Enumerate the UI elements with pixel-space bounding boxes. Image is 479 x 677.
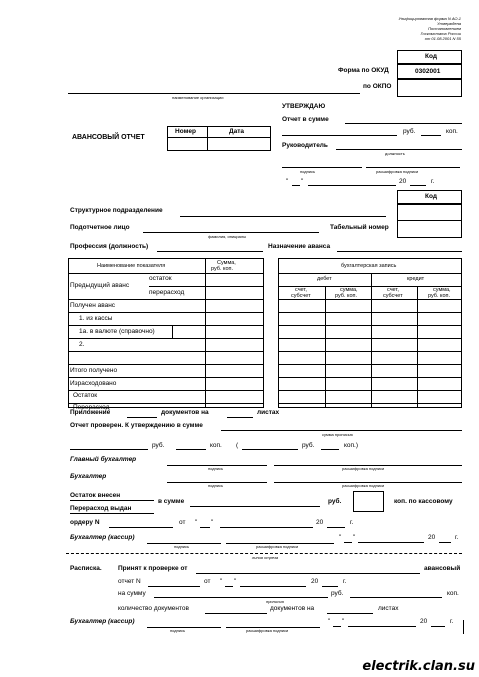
receipt-decode-caption: расшифровка подписи [246, 628, 289, 633]
order-quote-close: " [211, 519, 214, 526]
rt-h-rubkop1: руб. коп. [335, 293, 358, 299]
report-month-line[interactable] [240, 586, 306, 587]
person-line[interactable] [143, 232, 319, 233]
report-from: от [204, 578, 211, 585]
date-day-line[interactable] [292, 185, 300, 186]
rt-h-debit: дебет [317, 276, 332, 282]
org-line[interactable] [68, 93, 360, 94]
cashier-day-line[interactable] [344, 542, 352, 543]
cut-line [66, 553, 462, 554]
rt-h-sum2: сумма, [433, 287, 451, 293]
okud-value: 0302001 [415, 68, 441, 75]
okud-cell [397, 64, 462, 79]
appendix-sheets: листах [257, 409, 280, 416]
org-caption: наименование организации [172, 95, 224, 100]
docs-count-label: количество документов [118, 605, 189, 612]
lt-h-sum: Сумма, [217, 260, 236, 266]
lt-prev: Предыдущий аванс [70, 282, 130, 289]
cashier-decode-caption: расшифровка подписи [256, 544, 299, 549]
order-no-line[interactable] [109, 527, 173, 528]
on-sum-line[interactable] [154, 597, 328, 598]
rt-h-acc1: счет, [295, 287, 307, 293]
report-quote-close: " [234, 578, 237, 585]
lt-h-sum2: руб. коп. [211, 266, 234, 272]
date-header: Дата [229, 128, 245, 135]
paren-close: коп.) [344, 442, 359, 449]
site-watermark: electrik.clan.su [362, 659, 475, 674]
receipt-year-prefix: 20 [420, 618, 428, 625]
cut-caption: линия отреза [252, 555, 279, 560]
cashier-sign-caption: подпись [174, 544, 190, 549]
on-sum-kop-line[interactable] [350, 597, 442, 598]
order-year-prefix: 20 [316, 519, 324, 526]
checked-kop-line[interactable] [176, 449, 206, 450]
approve-kop-line[interactable] [421, 135, 441, 136]
head-sign-line[interactable] [282, 167, 362, 168]
form-header-line3: Постановлением [428, 26, 461, 31]
over-paid-underline [70, 513, 154, 514]
checked-kop: коп. [210, 442, 222, 449]
approve-sum-line[interactable] [345, 123, 462, 124]
chief-decode-caption: расшифровка подписи [342, 466, 385, 471]
cashier-quote-close: " [353, 534, 356, 541]
right-table [278, 258, 462, 408]
accepted-from-line[interactable] [196, 573, 420, 574]
order-from: от [179, 519, 186, 526]
lt-r1: 1. из кассы [79, 315, 113, 322]
approve-heading: УТВЕРЖДАЮ [282, 103, 326, 110]
unit-line[interactable] [180, 216, 386, 217]
on-sum-label: на сумму [118, 590, 146, 597]
lt-over: Перерасход [73, 404, 110, 411]
over-paid-label: Перерасход выдан [70, 505, 132, 512]
date-quote-close: " [301, 178, 304, 185]
date-year-line[interactable] [410, 185, 426, 186]
on-sum-rub: руб. [331, 590, 344, 597]
approve-rub: руб. [403, 128, 416, 135]
form-header-line4: Госкомстата России [420, 31, 461, 36]
cashier-year-suffix: г. [455, 534, 459, 541]
paren-rub-line[interactable] [242, 449, 298, 450]
docs-count-line[interactable] [205, 613, 267, 614]
docs-sheets-line[interactable] [327, 613, 373, 614]
rt-h-rubkop2: руб. коп. [428, 293, 451, 299]
date-year-suffix: г. [431, 178, 435, 185]
approve-sum-label: Отчет в сумме [282, 116, 329, 123]
chief-acc-label: Главный бухгалтер [70, 456, 137, 463]
page-title: АВАНСОВЫЙ ОТЧЕТ [72, 134, 145, 141]
purpose-label: Назначение аванса [268, 243, 331, 250]
lt-total: Итого получено [70, 367, 118, 374]
okpo-cell[interactable] [397, 79, 462, 97]
receipt-year-suffix: г. [450, 618, 454, 625]
head-label: Руководитель [282, 142, 328, 149]
kod2-value-cell[interactable] [397, 204, 462, 238]
report-year-prefix: 20 [311, 578, 319, 585]
profession-line[interactable] [157, 251, 263, 252]
report-no-line[interactable] [148, 586, 200, 587]
sum-words-caption: сумма прописью [322, 432, 353, 437]
form-header-line2: Утверждена [437, 21, 461, 26]
date-month-line[interactable] [308, 185, 396, 186]
paren-kop-line[interactable] [321, 449, 339, 450]
appendix-label: Приложение [70, 409, 111, 416]
rt-h-sum1: сумма, [340, 287, 358, 293]
order-no-label: ордеру N [70, 519, 100, 526]
right-margin-tick [463, 620, 464, 634]
lt-rest: Остаток [73, 392, 98, 399]
checked-sum-line[interactable] [221, 430, 462, 431]
rt-h-acc2: счет, [387, 287, 399, 293]
report-year-line[interactable] [322, 586, 338, 587]
report-quote-open: " [220, 578, 223, 585]
appendix-count-line[interactable] [127, 417, 157, 418]
rt-h-credit: кредит [407, 276, 425, 282]
rest-rub: руб. [328, 498, 342, 505]
receipt-sign-caption: подпись [170, 628, 186, 633]
receipt-year-line[interactable] [431, 626, 445, 627]
kod-header-cell [397, 50, 462, 64]
order-year-line[interactable] [327, 527, 345, 528]
chief-sign-caption: подпись [208, 466, 224, 471]
form-header-line1: Унифицированная форма N АО-1 [398, 16, 461, 21]
advance-label: авансовый [424, 565, 461, 572]
receipt-month-line[interactable] [348, 626, 416, 627]
receipt-cashier-label: Бухгалтер (кассир) [70, 618, 135, 625]
cashier-year-line[interactable] [439, 542, 451, 543]
accepted-label: Принят к проверке от [118, 565, 188, 572]
kod2-header-cell [397, 190, 462, 204]
acc-cashier-label: Бухгалтер (кассир) [70, 534, 135, 541]
rt-h-main: бухгалтерская запись [341, 263, 397, 269]
form-header-line5: от 01.08.2001 N 55 [424, 36, 461, 41]
lt-received: Получен аванс [70, 302, 116, 309]
rest-paid-label: Остаток внесен [70, 492, 121, 499]
checked-rub: руб. [152, 442, 165, 449]
left-table [68, 258, 264, 411]
receipt-label: Расписка. [70, 565, 102, 572]
cashier-year-prefix: 20 [428, 534, 436, 541]
paren-open: ( [236, 442, 239, 449]
head-decode-line[interactable] [366, 167, 460, 168]
lt-r1a: 1а. в валюте (справочно) [79, 328, 155, 335]
approve-rub-line[interactable] [282, 135, 397, 136]
purpose-line[interactable] [337, 251, 462, 252]
lt-ostatok: остаток [149, 275, 172, 282]
rest-sum-line[interactable] [190, 506, 320, 507]
cashier-quote-open: " [339, 534, 342, 541]
lt-h-name: Наименование показателя [97, 263, 166, 269]
in-words-caption: прописью [266, 599, 285, 604]
receipt-day-line[interactable] [333, 626, 341, 627]
order-day-line[interactable] [200, 527, 210, 528]
docs-on2: документов на [270, 605, 315, 612]
report-no-label: отчет N [118, 578, 141, 585]
person-caption: фамилия, инициалы [208, 234, 247, 239]
appendix-sheets-line[interactable] [227, 417, 253, 418]
paren-rub: руб. [302, 442, 315, 449]
report-day-line[interactable] [225, 586, 233, 587]
checked-label: Отчет проверен. К утверждению в сумме [70, 422, 203, 429]
by-cash-label: коп. по кассовому [394, 498, 453, 505]
kop-box[interactable] [353, 491, 384, 512]
order-quote-open: " [195, 519, 198, 526]
date-year-prefix: 20 [399, 178, 407, 185]
on-sum-kop: коп. [447, 590, 459, 597]
okpo-label: по ОКПО [363, 83, 392, 90]
appendix-docs-on: документов на [161, 409, 209, 416]
lt-pererashod: перерасход [149, 289, 185, 296]
person-label: Подотчетное лицо [70, 224, 130, 231]
accountant-label: Бухгалтер [70, 473, 107, 480]
kod-label: Код [425, 53, 437, 60]
head-sign-caption: подпись [300, 169, 316, 174]
receipt-quote-close: " [342, 618, 345, 625]
number-header: Номер [175, 128, 196, 135]
checked-rub-line[interactable] [70, 449, 148, 450]
tab-no-label: Табельный номер [330, 224, 389, 231]
okud-label: Форма по ОКУД [338, 67, 389, 74]
head-position-line[interactable] [336, 149, 462, 150]
rt-h-sub2: субсчет [383, 293, 403, 299]
lt-spent: Израсходовано [70, 380, 117, 387]
approve-kop: коп. [446, 128, 458, 135]
acc-decode-caption: расшифровка подписи [342, 483, 385, 488]
rest-paid-underline [70, 500, 154, 501]
number-date-table [167, 126, 271, 151]
date-quote-open: " [286, 178, 289, 185]
head-decode-caption: расшифровка подписи [376, 169, 419, 174]
in-sum-label: в сумме [158, 498, 185, 505]
acc-sign-caption: подпись [208, 483, 224, 488]
sheets2-label: листах [378, 605, 399, 612]
kod2-label: Код [425, 193, 437, 200]
profession-label: Профессия (должность) [70, 243, 149, 250]
cashier-month-line[interactable] [358, 542, 424, 543]
lt-r2: 2. [79, 341, 85, 348]
position-caption: должность [385, 151, 405, 156]
order-month-line[interactable] [220, 527, 313, 528]
order-year-suffix: г. [350, 519, 354, 526]
report-year-suffix: г. [343, 578, 347, 585]
rt-h-sub1: субсчет [291, 293, 311, 299]
unit-label: Структурное подразделение [70, 207, 163, 214]
receipt-quote-open: " [328, 618, 331, 625]
